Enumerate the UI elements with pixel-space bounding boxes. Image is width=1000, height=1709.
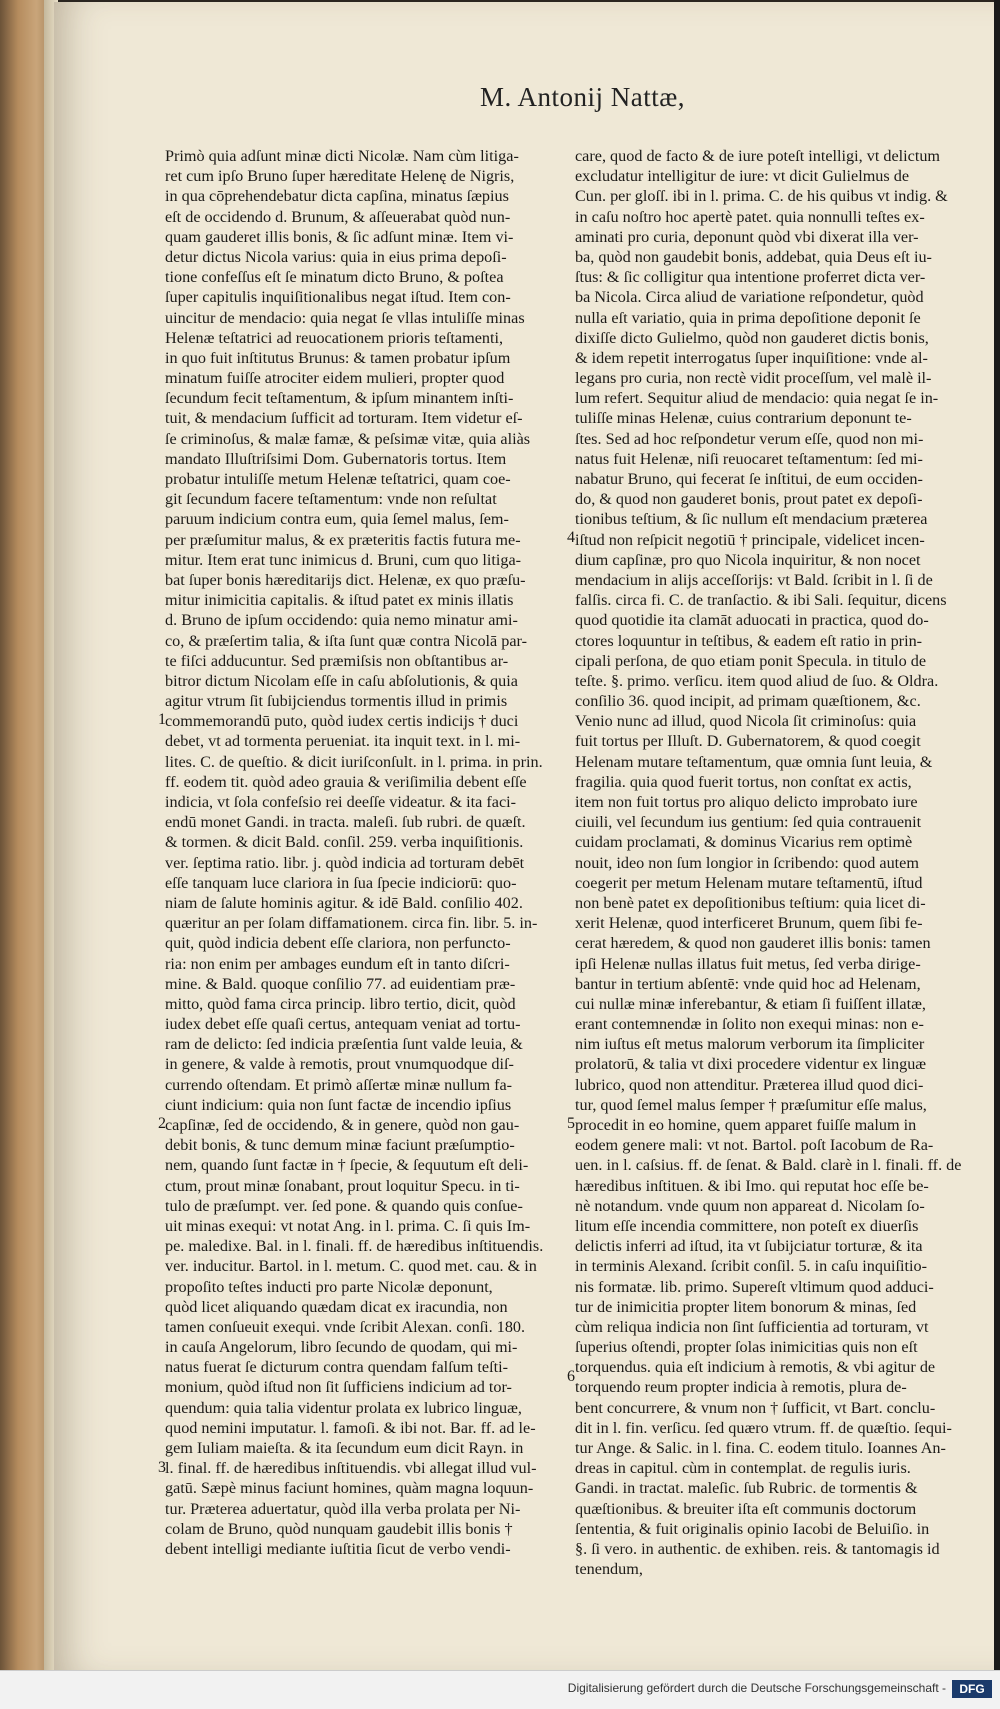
text-line: te fiſci adducuntur. Sed præmiſsis non obſtantibus ar- <box>165 651 509 670</box>
text-line: in terminis Alexand. ſcribit conſil. 5. in caſu inquiſitio- <box>575 1257 928 1276</box>
text-line: fuit tortus per Illuſt. D. Gubernatorem, & quod coegit <box>575 732 921 751</box>
text-line: indicia, vt ſola confeſsio rei deeſſe videatur. & ita faci- <box>165 793 517 811</box>
text-line: teſte. §. primo. verſicu. item quod aliud de ſuo. & Oldra. <box>575 671 939 690</box>
text-line: niam de ſalute hominis agitur. & idē Bald. conſilio 402. <box>165 893 523 912</box>
text-line: bent concurrere, & vnum non † ſufficit, vt Bart. conclu- <box>575 1398 936 1417</box>
text-line: iſtud non reſpicit negotiū † principale, videlicet incen- <box>575 530 925 549</box>
text-line: currendo oſtendam. Et primò aſſertæ minæ nullum fa- <box>165 1075 513 1094</box>
text-line: dium capſinæ, pro quo Nicola inquiritur, & non nocet <box>575 550 921 569</box>
text-line: nulla eſt variatio, quia in prima depoſitione deponit ſe <box>575 308 921 327</box>
text-line: in caſu noſtro hoc apertè patet. quia nonnulli teſtes ex- <box>575 207 925 226</box>
text-line: pe. maledixe. Bal. in l. finali. ff. de hæredibus inſtituendis. <box>165 1237 544 1256</box>
text-line: quæſtionibus. & breuiter iſta eſt communis doctorum <box>575 1499 917 1518</box>
text-line: xerit Helenæ, quod interficeret Brunum, quem ſibi fe- <box>575 914 923 933</box>
text-line: quod quotidie ita clamāt aduocati in practica, quod do- <box>575 611 929 630</box>
text-line: natus fuit Helenæ, niſi reuocaret teſtamentum: ſed mi- <box>575 449 923 468</box>
text-line: cui nullæ minæ inferebantur, & etiam ſi fuiſſent illatæ, <box>575 994 926 1013</box>
text-line: eſſe tanquam luce clariora in ſua ſpecie indiciorū: quo- <box>165 873 517 892</box>
text-line: d. Bruno de ipſum occidendo: quia nemo minatur ami- <box>165 611 518 630</box>
text-line: git ſecundum facere teſtamentum: vnde non reſultat <box>165 490 497 509</box>
text-line: lites. C. de queſtio. & dicit iuriſconſult. in l. prima. in prin. <box>165 752 543 771</box>
text-line: torquendus. quia eſt indicium à remotis, & vbi agitur de <box>575 1358 936 1377</box>
text-line: ſecundum fecit teſtamentum, & ipſum minantem inſti- <box>165 389 514 408</box>
text-line: nabatur Bruno, qui fecerat ſe inſtitui, de eum occiden- <box>575 470 923 488</box>
text-line: conſilio 36. quod incipit, ad primam quæſtionem, &c. <box>575 692 921 711</box>
text-line: eſt de occidendo d. Brunum, & aſſeuerabat quòd nun- <box>165 207 511 226</box>
text-line: natus fuerat ſe dicturum contra quendam falſum teſti- <box>165 1358 508 1377</box>
text-line: debit bonis, & tunc demum minæ faciunt præſumptio- <box>165 1136 515 1155</box>
text-line: ff. eodem tit. quòd adeo grauia & veriſimilia debent eſſe <box>165 772 527 791</box>
text-line: §. ſi vero. in authentic. de exhiben. reis. & tantomagis id <box>575 1539 940 1558</box>
text-line: tur. Præterea aduertatur, quòd illa verba prolata per Ni- <box>165 1499 521 1518</box>
text-line: quit, quòd indicia debent eſſe clariora, non perfuncto- <box>165 934 511 953</box>
dfg-logo: DFG <box>952 1680 992 1698</box>
text-line: nim iuſtus eſt metus malorum verborum ita ſimpliciter <box>575 1035 925 1054</box>
digitization-footer <box>0 1670 1000 1709</box>
text-line: quod nemini imputatur. l. famoſi. & ibi not. Bar. ff. ad le- <box>165 1418 536 1437</box>
text-line: aminati pro curia, deponunt quòd vbi dixerat illa ver- <box>575 227 919 246</box>
margin-number: 4 <box>567 529 575 546</box>
text-line: debent intelligi mediante iuſtitia ſicut de verbo vendi- <box>165 1539 511 1558</box>
text-line: per præſumitur malus, & ex præteritis factis futura me- <box>165 530 521 549</box>
text-line: ciuili, vel ſecundum ius gentium: ſed quia contrauenit <box>575 813 922 832</box>
text-line: quòd licet aliquando quædam dicat ex iracundia, non <box>165 1297 508 1316</box>
text-line: ram de delicto: ſed indicia præſentia ſunt valde leuia, & <box>165 1035 523 1054</box>
text-line: bantur in tertium abſentē: vnde quid hoc ad Helenam, <box>575 974 921 993</box>
text-line: mitur inimicitia capitalis. & iſtud patet ex minis illatis <box>165 591 514 610</box>
text-line: ſtes. Sed ad hoc reſpondetur verum eſſe, quod non mi- <box>575 429 924 448</box>
text-line: tulo de præſumpt. ver. ſed pone. & quando quis conſue- <box>165 1196 523 1215</box>
text-line: tenendum, <box>575 1560 643 1579</box>
text-line: & tormen. & dicit Bald. conſil. 259. verba inquiſitionis. <box>165 833 524 852</box>
text-line: delictis inferri ad iſtud, ita vt ſubijciatur torturæ, & ita <box>575 1237 923 1256</box>
text-line: ſuper capitulis inquiſitionalibus negat iſtud. Item con- <box>165 288 511 307</box>
text-line: tuliſſe minas Helenæ, cuius contrarium deponunt te- <box>575 409 912 428</box>
text-line: mitto, quòd fama circa princip. libro tertio, dicit, quòd <box>165 994 516 1013</box>
text-line: lubrico, quod non attenditur. Præterea illud quod dici- <box>575 1075 924 1094</box>
text-line: ba Nicola. Circa aliud de variatione reſpondetur, quòd <box>575 288 924 307</box>
text-line: quendum: quia talia videntur prolata ex lubrico linguæ, <box>165 1398 522 1417</box>
scan-border <box>994 0 1000 1709</box>
text-line: uit minas exequi: vt notat Ang. in l. prima. C. ſi quis Im- <box>165 1216 531 1235</box>
text-line: debet, vt ad tormenta perueniat. ita inquit text. in l. mi- <box>165 732 521 751</box>
text-line: in qua cōprehendebatur dicta capſina, minatus ſæpius <box>165 187 509 206</box>
text-line: propoſito teſtes inducti pro parte Nicolæ deponunt, <box>165 1277 493 1296</box>
text-line: mandato Illuſtriſsimi Dom. Gubernatoris tortus. Item <box>165 449 507 468</box>
text-line: ſuperius oſtendi, propter ſolas inimicitias quis non eſt <box>575 1338 918 1357</box>
text-line: endū monet Gandi. in tracta. maleſi. ſub rubri. de quæſt. <box>165 813 526 832</box>
text-line: non benè patet ex depoſitionibus teſtium: quia licet di- <box>575 893 926 912</box>
text-line: tionibus teſtium, & ſic nullum eſt mendacium præterea <box>575 510 928 529</box>
text-line: Primò quia adſunt minæ dicti Nicolæ. Nam cùm litiga- <box>165 147 519 165</box>
text-line: nouit, ideo non ſum longior in ſcribendo: quod autem <box>575 853 919 872</box>
text-line: capſinæ, ſed de occidendo, & in genere, quòd non gau- <box>165 1116 520 1134</box>
text-line: ria: non enim per ambages eundum eſt in tanto diſcri- <box>165 954 510 973</box>
text-line: quam gauderet illis bonis, & ſic adſunt minæ. Item vi- <box>165 227 514 246</box>
text-line: tione confeſſus eſt ſe minatum dicto Bruno, & poſtea <box>165 268 504 287</box>
text-line: litum eſſe incendia committere, non poteſt ex diuerſis <box>575 1216 919 1235</box>
text-line: mitur. Item erat tunc inimicus d. Bruni, cum quo litiga- <box>165 550 522 569</box>
text-line: paruum indicium contra eum, quia ſemel malus, ſem- <box>165 510 509 529</box>
text-line: cuidam proclamati, & dominus Vicarius rem optimè <box>575 833 913 852</box>
text-line: ſe criminoſus, & malæ famæ, & peſsimæ vitæ, quia aliàs <box>165 429 531 448</box>
text-line: tur de inimicitia propter litem bonorum & minas, ſed <box>575 1297 917 1316</box>
text-line: ver. ſeptima ratio. libr. j. quòd indicia ad torturam debēt <box>165 853 525 872</box>
text-line: bat ſuper bonis hæreditarijs dict. Helenæ, ex quo præſu- <box>165 570 526 589</box>
text-line: prolatorū, & talia vt dixi procedere videntur ex linguæ <box>575 1055 927 1074</box>
text-line: legans pro curia, non rectè vidit proceſſum, vel malè il- <box>575 369 932 388</box>
text-line: Helenam mutare teſtamentum, quæ omnia ſunt leuia, & <box>575 752 933 771</box>
margin-number: 5 <box>567 1115 575 1132</box>
text-line: gatū. Sæpè minus faciunt homines, quàm magna loquun- <box>165 1479 534 1498</box>
text-line: monium, quòd iſtud non ſit ſufficiens indicium ad tor- <box>165 1378 512 1397</box>
text-line: quæritur an per ſolam diffamationem. circa fin. libr. 5. in- <box>165 914 538 933</box>
text-line: mendacium in alijs acceſſorijs: vt Bald. ſcribit in l. ſi de <box>575 570 933 589</box>
text-line: iudex debet eſſe quaſi certus, antequam veniat ad tortu- <box>165 1015 521 1034</box>
text-line: dreas in capitul. cùm in contemplat. de regulis iuris. <box>575 1459 911 1478</box>
text-line: cerat hæredem, & quod non gauderet illis bonis: tamen <box>575 934 931 953</box>
margin-number: 6 <box>567 1368 575 1385</box>
text-line: coegerit per metum Helenam mutare teſtamentū, iſtud <box>575 873 923 892</box>
text-line: probatur intuliſſe metum Helenæ teſtatrici, quam coe- <box>165 470 511 488</box>
text-line: nis formatæ. lib. primo. Supereſt vltimum quod adduci- <box>575 1277 934 1296</box>
text-line: erant contemnendæ in ſolito non exequi minas: non e- <box>575 1015 924 1034</box>
text-line: nè notandum. vnde quum non appareat d. Nicolam ſo- <box>575 1196 925 1215</box>
text-line: commemorandū puto, quòd iudex certis indicijs † duci <box>165 712 519 731</box>
text-line: gem Iuliam maieſta. & ita ſecundum eum dicit Rayn. in <box>165 1439 524 1457</box>
text-line: mine. & Bald. quoque conſilio 77. ad euidentiam præ- <box>165 974 516 993</box>
text-line: uen. in l. caſsius. ff. de ſenat. & Bald. clarè in l. finali. ff. de <box>575 1156 962 1175</box>
text-line: ba, quòd non gaudebit bonis, addebat, quia Deus eſt iu- <box>575 247 932 266</box>
margin-number: 3 <box>158 1459 166 1476</box>
text-line: l. final. ff. de hæredibus inſtituendis. vbi allegat illud vul- <box>165 1459 537 1478</box>
text-column-right <box>575 146 985 1579</box>
text-line: ipſi Helenæ nullas illatus fuit metus, ſed verba dirige- <box>575 954 921 973</box>
text-line: item non fuit tortus pro aliquo delicto improbato iure <box>575 793 918 811</box>
text-line: dit in l. fin. verſicu. ſed quæro vtrum. ff. de quæſtio. ſequi- <box>575 1418 952 1437</box>
text-line: tuit, & mendacium ſufficit ad torturam. Item videtur eſ- <box>165 409 523 428</box>
text-line: ret cum ipſo Bruno ſuper hæreditate Helenę de Nigris, <box>165 167 515 186</box>
text-line: uincitur de mendacio: quia negat ſe vllas intuliſſe minas <box>165 308 525 327</box>
text-line: Gandi. in tractat. maleſic. ſub Rubric. de tormentis & <box>575 1479 918 1498</box>
text-line: fragilia. quia quod fuerit tortus, non conſtat ex actis, <box>575 772 912 791</box>
text-line: in quo fuit inſtitutus Brunus: & tamen probatur ipſum <box>165 348 511 367</box>
text-line: do, & quod non gauderet bonis, prout patet ex depoſi- <box>575 490 923 509</box>
text-line: agitur vtrum ſit ſubijciendus tormentis illud in primis <box>165 692 508 711</box>
running-title: M. Antonij Nattæ, <box>480 82 686 112</box>
text-line: colam de Bruno, quòd nunquam gaudebit illis bonis † <box>165 1519 513 1538</box>
text-line: Helenæ teſtatrici ad reuocationem prioris teſtamenti, <box>165 328 504 347</box>
margin-number: 1 <box>158 711 166 728</box>
text-line: care, quod de facto & de iure poteſt intelligi, vt delictum <box>575 147 941 165</box>
text-line: ſtus: & ſic colligitur qua intentione proferret dicta ver- <box>575 268 926 287</box>
text-line: ctores loquuntur in teſtibus, & eadem eſt ratio in prin- <box>575 631 923 650</box>
text-line: ciunt indicium: quia non ſunt factæ de incendio ipſius <box>165 1095 512 1114</box>
text-line: minatum fuiſſe atrociter eidem mulieri, propter quod <box>165 369 505 388</box>
text-line: ctum, prout minæ ſonabant, prout loquitur Specu. in ti- <box>165 1176 520 1195</box>
text-line: cùm reliqua indicia non ſint ſufficientia ad torturam, vt <box>575 1317 929 1336</box>
text-line: nem, quando ſunt factæ in † ſpecie, & ſequutum eſt deli- <box>165 1156 529 1175</box>
text-line: torquendo reum propter indicia à remotis, plura de- <box>575 1378 907 1397</box>
text-line: & idem repetit interrogatus ſuper inquiſitione: vnde al- <box>575 348 928 367</box>
text-line: detur dictus Nicola varius: quia in eius prima depoſi- <box>165 247 507 266</box>
text-line: co, & præſertim talia, & iſta ſunt quæ contra Nicolā par- <box>165 631 527 650</box>
text-line: excludatur intelligitur de iure: vt dicit Gulielmus de <box>575 167 910 186</box>
text-line: lum refert. Sequitur aliud de mendacio: quia negat ſe in- <box>575 389 939 408</box>
text-line: procedit in eo homine, quem apparet fuiſſe malum in <box>575 1116 917 1134</box>
text-line: tamen conſueuit exequi. vnde ſcribit Alexan. conſi. 180. <box>165 1317 526 1336</box>
text-line: in cauſa Angelorum, libro ſecundo de quodam, qui mi- <box>165 1338 518 1357</box>
text-line: bitror dictum Nicolam eſſe in caſu abſolutionis, & quia <box>165 671 518 690</box>
text-line: tur, quod ſemel malus ſemper † præſumitur eſſe malus, <box>575 1095 927 1114</box>
footer-credit: Digitalisierung gefördert durch die Deutsche Forschungsgemeinschaft - <box>567 1681 946 1695</box>
text-line: falſis. circa fi. C. de tranſactio. & ibi Sali. ſequitur, dicens <box>575 591 947 610</box>
text-line: tur Ange. & Salic. in l. fina. C. eodem titulo. Ioannes An- <box>575 1439 946 1457</box>
text-line: dixiſſe dicto Gulielmo, quòd non gauderet dictis bonis, <box>575 328 929 347</box>
text-line: hæredibus inſtituen. & ibi Imo. qui reputat hoc eſſe be- <box>575 1176 929 1195</box>
text-line: Venio nunc ad illud, quod Nicola ſit criminoſus: quia <box>575 712 917 731</box>
text-line: ver. inducitur. Bartol. in l. metum. C. quod met. cau. & in <box>165 1257 537 1276</box>
text-line: eodem genere mali: vt not. Bartol. poſt Iacobum de Ra- <box>575 1136 934 1155</box>
text-line: ſententia, & fuit originalis opinio Iacobi de Beluiſio. in <box>575 1519 930 1538</box>
text-line: Cun. per gloſſ. ibi in l. prima. C. de his quibus vt indig. & <box>575 187 948 206</box>
margin-number: 2 <box>158 1115 166 1132</box>
text-line: cipali perſona, de quo etiam ponit Specula. in titulo de <box>575 651 927 670</box>
text-line: in genere, & valde à remotis, prout vnumquodque diſ- <box>165 1055 514 1074</box>
text-column-left <box>165 146 570 1559</box>
